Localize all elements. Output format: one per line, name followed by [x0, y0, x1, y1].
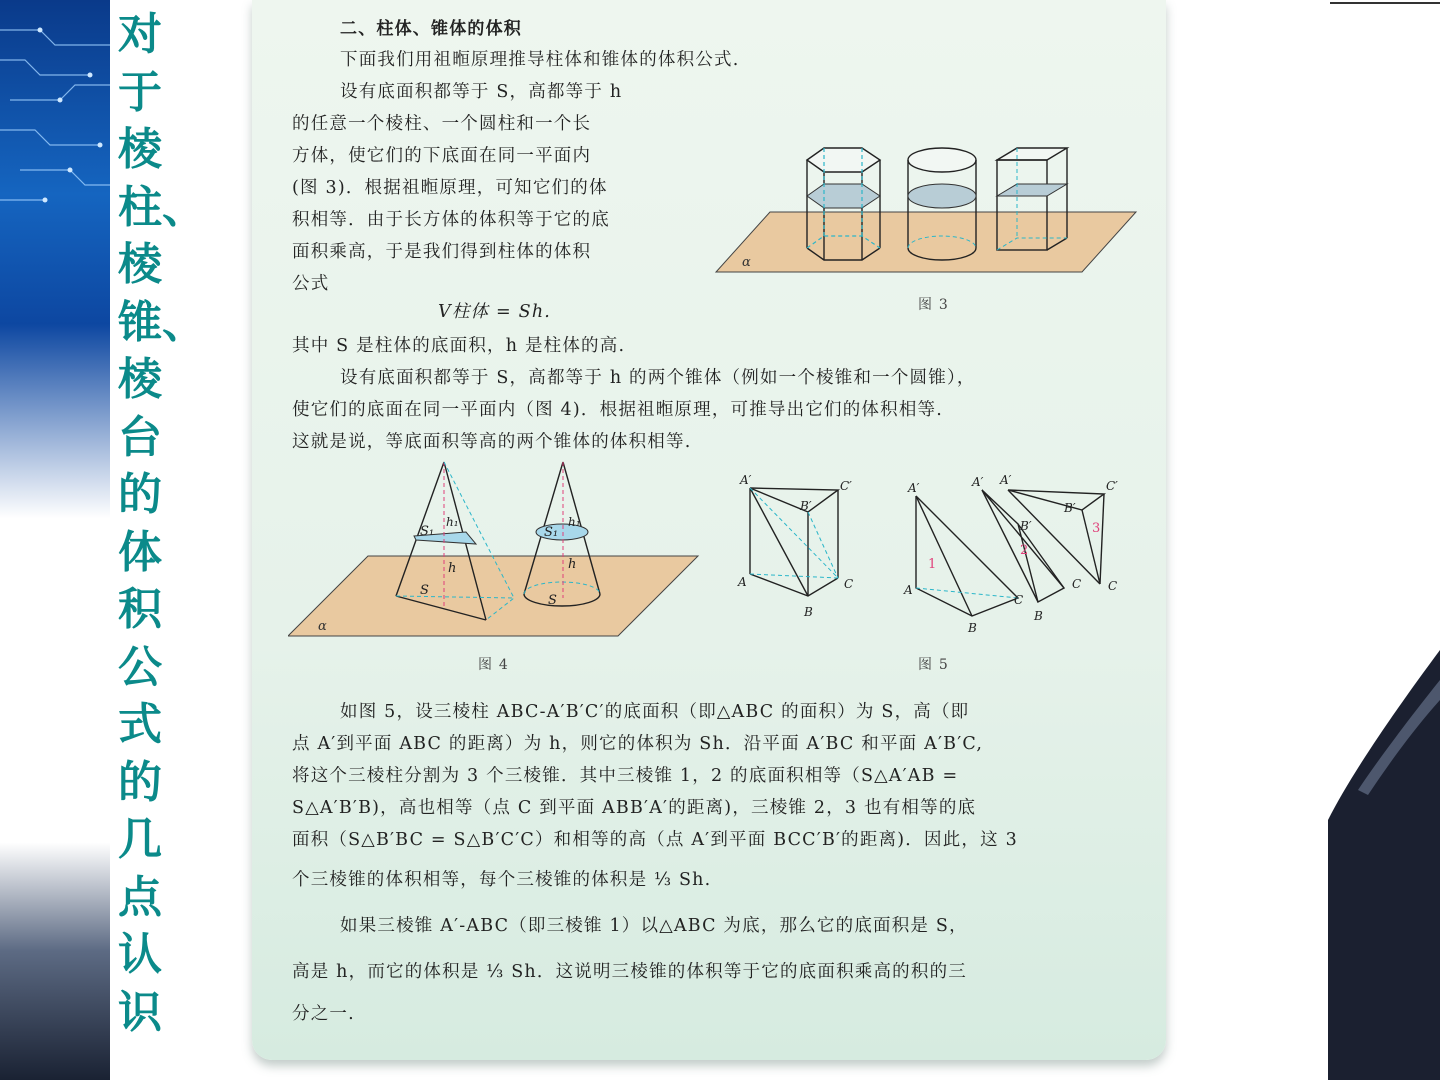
title-char: 柱、 [118, 181, 206, 233]
title-char: 识 [118, 986, 162, 1038]
fig4-h1-label: h₁ [446, 515, 459, 529]
fig5-t2-a1-label: A′ [972, 475, 984, 489]
figure-5-prism-split [728, 470, 1148, 640]
prism-volume-formula: V柱体 = Sh. [438, 302, 552, 322]
figure-3-caption: 图 3 [918, 297, 949, 313]
para1-line: 的任意一个棱柱、一个圆柱和一个长 [292, 114, 592, 134]
fig5-a1-label: A′ [740, 473, 752, 487]
fig5-t3-c-label: C [1108, 579, 1118, 593]
title-char: 式 [118, 699, 162, 750]
para3-line: 面积（S△B′BC = S△B′C′C）和相等的高（点 A′到平面 BCC′B′的距离)．因此，这 3 [292, 830, 1018, 850]
fig4-cone-h1-label: h₁ [568, 515, 581, 529]
vertical-title [118, 6, 206, 1041]
fig4-s1-label: S₁ [420, 524, 435, 539]
title-char: 公 [118, 641, 162, 693]
left-decorative-band [0, 0, 110, 1080]
title-char: 对 [118, 9, 162, 60]
para1-line: 设有底面积都等于 S，高都等于 h [340, 82, 623, 102]
para1-line: (图 3)．根据祖暅原理，可知它们的体 [292, 178, 608, 198]
para2-line: 这就是说，等底面积等高的两个锥体的体积相等. [292, 432, 692, 452]
fig5-b-label: B [804, 605, 813, 619]
fig4-cone-s-label: S [548, 593, 557, 608]
figure-4-cones [288, 456, 702, 642]
section-heading: 二、柱体、锥体的体积 [340, 19, 522, 39]
fig4-h-label: h [448, 561, 457, 576]
para4-line: 如果三棱锥 A′-ABC（即三棱锥 1）以△ABC 为底，那么它的底面积是 S， [340, 916, 968, 936]
circuit-pattern-icon [0, 0, 110, 260]
title-char: 积 [118, 584, 162, 635]
fig5-a-label: A [738, 575, 747, 589]
para3-line: S△A′B′B)，高也相等（点 C 到平面 ABB′A′的距离)，三棱锥 2，3 也有相等的底 [292, 798, 977, 818]
fig4-cone-s1-label: S₁ [544, 525, 559, 540]
fig5-t3-a1-label: A′ [1000, 473, 1012, 487]
fig5-piece-3-label: 3 [1092, 521, 1101, 536]
title-char: 台 [118, 411, 162, 463]
para1-line: 面积乘高，于是我们得到柱体的体积 [292, 242, 592, 262]
fig5-t1-b-label: B [968, 621, 977, 635]
figure-4-plane-label: α [318, 619, 327, 634]
figure-3-plane-label: α [742, 255, 751, 270]
fig5-piece-1-label: 1 [928, 557, 937, 572]
fig5-t2-b1-label: B′ [1020, 519, 1032, 533]
para3-line: 将这个三棱柱分割为 3 个三棱锥．其中三棱锥 1，2 的底面积相等（S△A′AB = [292, 766, 959, 786]
title-char: 棱 [118, 124, 162, 175]
para2-line: 使它们的底面在同一平面内（图 4)．根据祖暅原理，可推导出它们的体积相等. [292, 400, 943, 420]
fig5-t1-a-label: A [904, 583, 913, 597]
fig5-t1-c-label: C [1014, 593, 1024, 607]
divider-line [1330, 2, 1440, 4]
title-char: 的 [118, 469, 162, 520]
figure-3-solids [712, 140, 1142, 280]
para1-line: 方体，使它们的下底面在同一平面内 [292, 146, 592, 166]
title-char: 点 [118, 871, 162, 923]
title-char: 体 [118, 526, 162, 578]
para2-line: 设有底面积都等于 S，高都等于 h 的两个锥体（例如一个棱锥和一个圆锥）， [340, 368, 976, 388]
title-char: 的 [118, 756, 162, 808]
title-char: 认 [118, 929, 162, 980]
title-char: 棱 [118, 354, 162, 405]
fig5-c1-label: C′ [840, 479, 852, 493]
title-char: 锥、 [118, 296, 206, 348]
intro-line: 下面我们用祖暅原理推导柱体和锥体的体积公式. [340, 50, 740, 70]
fig5-t2-b-label: B [1034, 609, 1043, 623]
para1-line: 积相等．由于长方体的体积等于它的底 [292, 210, 610, 230]
para3-line: 如图 5，设三棱柱 ABC-A′B′C′的底面积（即△ABC 的面积）为 S，高（即 [340, 702, 970, 722]
title-char: 几 [118, 814, 162, 865]
fig5-t3-c1-label: C′ [1106, 479, 1118, 493]
title-char: 于 [118, 66, 162, 118]
fig5-t2-c-label: C [1072, 577, 1082, 591]
right-decorative-band [1328, 0, 1440, 1080]
title-char: 棱 [118, 239, 162, 290]
para1-line: 公式 [292, 274, 330, 294]
fig4-cone-h-label: h [568, 557, 577, 572]
fig5-b1-label: B′ [800, 499, 812, 513]
swoosh-shape-icon [1328, 0, 1440, 1080]
fig4-s-label: S [420, 583, 429, 598]
fig5-t3-b1-label: B′ [1064, 501, 1076, 515]
formula-explanation: 其中 S 是柱体的底面积，h 是柱体的高. [292, 336, 626, 356]
fig5-c-label: C [844, 577, 854, 591]
fig5-t1-a1-label: A′ [908, 481, 920, 495]
para4-line: 分之一. [292, 1004, 355, 1024]
figure-4-caption: 图 4 [478, 657, 509, 673]
para4-line: 高是 h，而它的体积是 ⅓ Sh．这说明三棱锥的体积等于它的底面积乘高的积的三 [292, 962, 967, 982]
textbook-page [252, 0, 1166, 1060]
para3-line: 个三棱锥的体积相等，每个三棱锥的体积是 ⅓ Sh. [292, 870, 712, 890]
fig5-piece-2-label: 2 [1020, 543, 1029, 558]
para3-line: 点 A′到平面 ABC 的距离）为 h，则它的体积为 Sh．沿平面 A′BC 和平面 A′B′C, [292, 734, 984, 754]
figure-5-caption: 图 5 [918, 657, 949, 673]
